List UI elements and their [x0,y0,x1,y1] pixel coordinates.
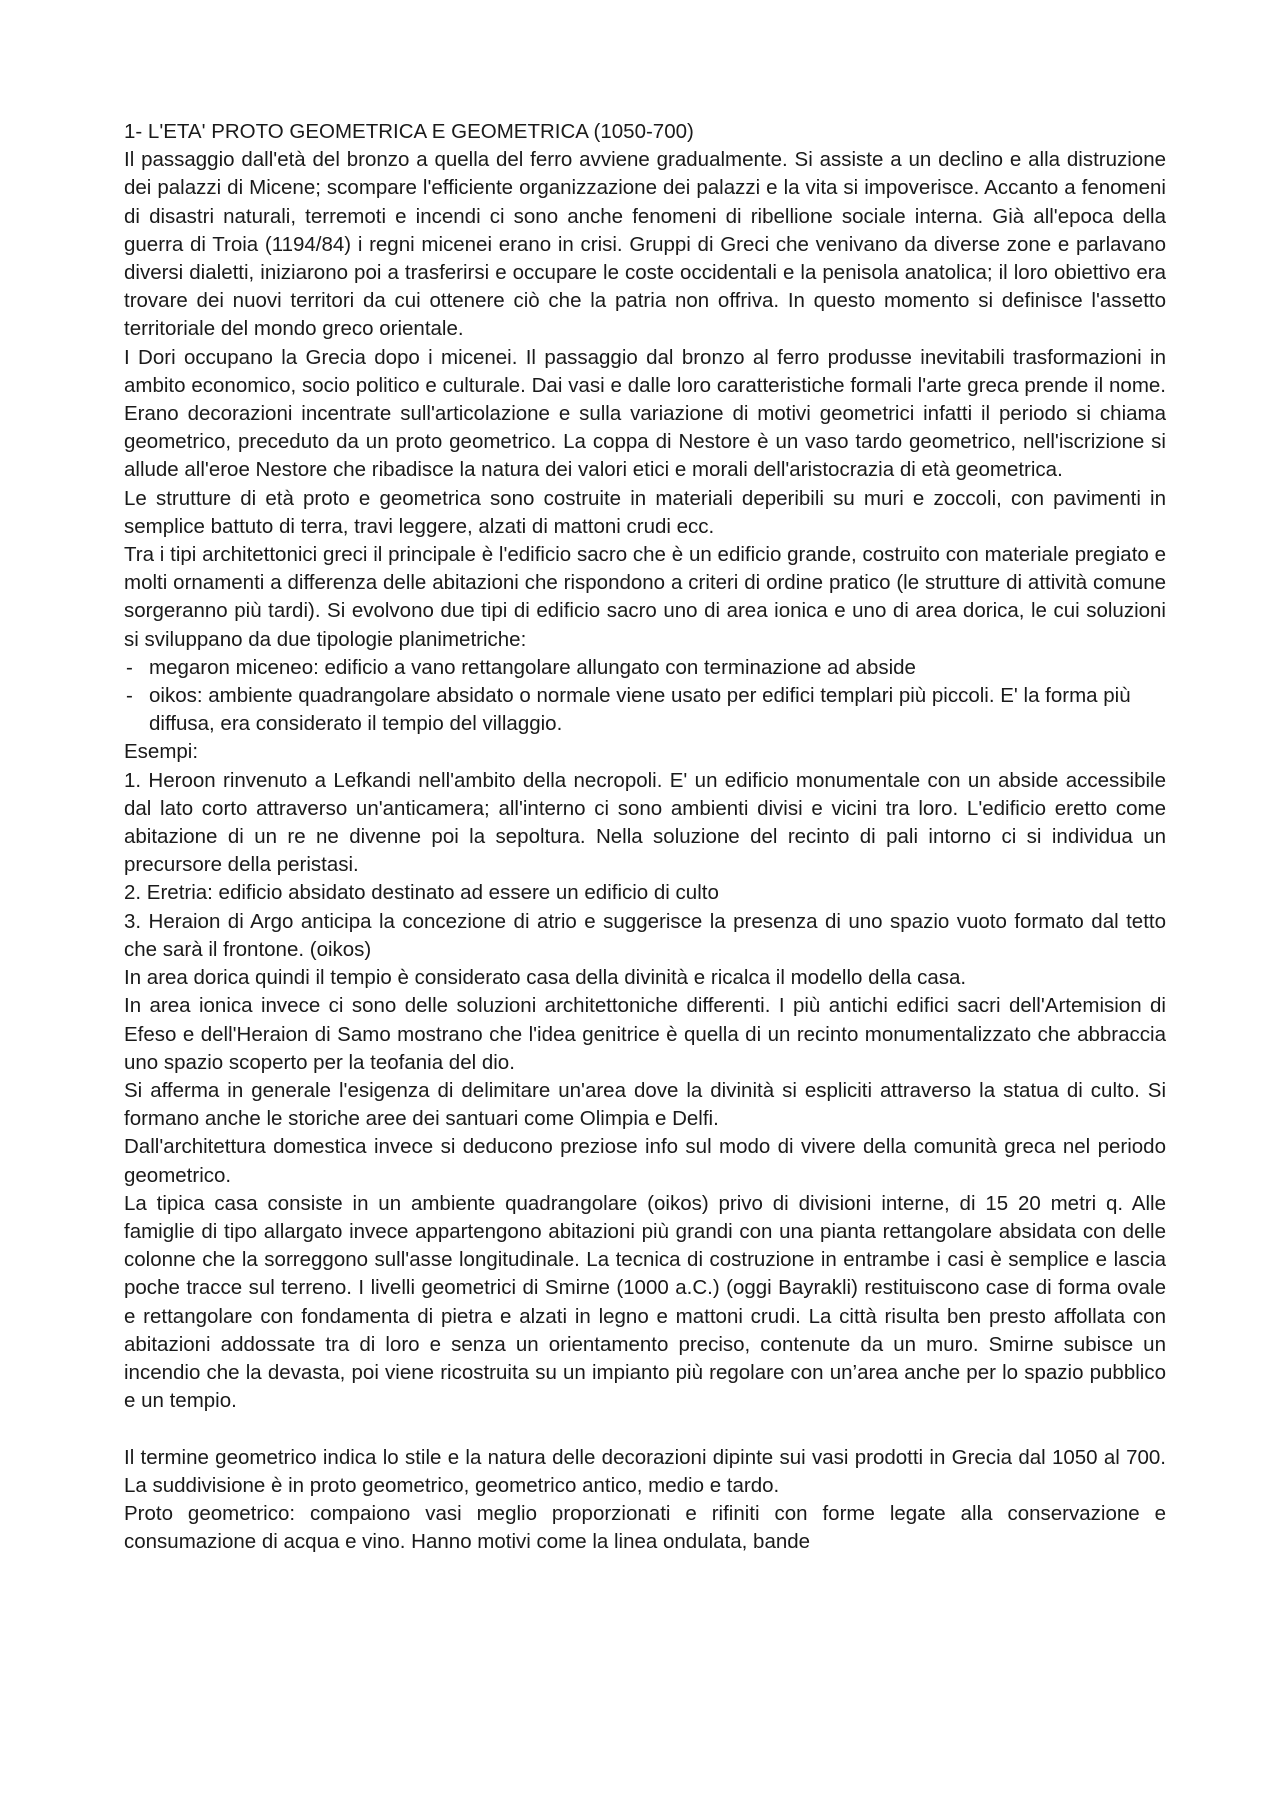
paragraph-proto-geometric: Proto geometrico: compaiono vasi meglio proporzionati e rifiniti con forme legate alla conservazione e consumazione di acqua e vino. Hanno motivi come la linea ondulata, bande [124,1501,1166,1554]
list-item-oikos: - oikos: ambiente quadrangolare absidato o normale viene usato per edifici templari più piccoli. E' la forma più diffusa, era considerato il tempio del villaggio. [124,682,1166,738]
paragraph-sacred-building: Tra i tipi architettonici greci il principale è l'edificio sacro che è un edificio grande, costruito con materiale pregiato e molti ornamenti a differenza delle abitazioni che rispondono a criteri di ordine pratico (le strutture di attività comune sorgeranno più tardi). Si evolvono due tipi di edificio sacro uno di area ionica e uno di area dorica, le cui soluzioni si sviluppano da due tipologie planimetriche: [124,543,1166,651]
example-argo: 3. Heraion di Argo anticipa la concezione di atrio e suggerisce la presenza di uno spazio vuoto formato dal tetto che sarà il frontone. (oikos) [124,909,1166,961]
paragraph-dorians: I Dori occupano la Grecia dopo i micenei. Il passaggio dal bronzo al ferro produsse inevitabili trasformazioni in ambito economico, socio politico e culturale. Dai vasi e dalle loro caratteristiche formali l'arte greca prende il nome. Erano decorazioni incentrate sull'articolazione e sulla variazione di motivi geometrici infatti il periodo si chiama geometrico, preceduto da un proto geometrico. La coppa di Nestore è un vaso tardo geometrico, nell'iscrizione si allude all'eroe Nestore che ribadisce la natura dei valori etici e morali dell'aristocrazia di età geometrica. [124,345,1166,482]
paragraph-domestic-architecture: Dall'architettura domestica invece si deducono preziose info sul modo di vivere della comunità greca nel periodo geometrico. [124,1135,1166,1187]
example-eretria: 2. Eretria: edificio absidato destinato ad essere un edificio di culto [124,881,719,905]
paragraph-doric-area: In area dorica quindi il tempio è considerato casa della divinità e ricalca il modello della casa. [124,966,967,990]
blank-line [124,1415,1166,1443]
document-title: 1- L'ETA' PROTO GEOMETRICA E GEOMETRICA (1050-700) [124,120,694,143]
paragraph-structures: Le strutture di età proto e geometrica sono costruite in materiali deperibili su muri e zoccoli, con pavimenti in semplice battuto di terra, travi leggere, alzati di mattoni crudi ecc. [124,486,1166,538]
examples-label: Esempi: [124,740,199,764]
example-lefkandi: 1. Heroon rinvenuto a Lefkandi nell'ambito della necropoli. E' un edificio monumentale con un abside accessibile dal lato corto attraverso un'anticamera; all'interno ci sono ambienti divisi e vicini tra loro. L'edificio eretto come abitazione di un re ne divenne poi la sepoltura. Nella soluzione del recinto di pali intorno ci si individua un precursore della peristasi. [124,768,1166,877]
paragraph-typical-house: La tipica casa consiste in un ambiente quadrangolare (oikos) privo di divisioni interne, di 15 20 metri q. Alle famiglie di tipo allargato invece appartengono abitazioni più grandi con una pianta rettangolare absidata con delle colonne che la sorreggono sull'asse longitudinale. La tecnica di costruzione in entrambe i casi è semplice e lascia poche tracce sul terreno. I livelli geometrici di Smirne (1000 a.C.) (oggi Bayrakli) restituiscono case di forma ovale e rettangolare con fondamenta di pietra e alzati in legno e mattoni crudi. La città risulta ben presto affollata con abitazioni addossate tra di loro e senza un orientamento preciso, contenute da un muro. Smirne subisce un incendio che la devasta, poi viene ricostruita su un impianto più regolare con un’area anche per lo spazio pubblico e un tempio. [124,1191,1166,1413]
paragraph-cult-statue: Si afferma in generale l'esigenza di delimitare un'area dove la divinità si espliciti attraverso la statua di culto. Si formano anche le storiche aree dei santuari come Olimpia e Delfi. [124,1078,1166,1131]
paragraph-geometric-term: Il termine geometrico indica lo stile e la natura delle decorazioni dipinte sui vasi prodotti in Grecia dal 1050 al 700. La suddivisione è in proto geometrico, geometrico antico, medio e tardo. [124,1445,1166,1497]
document-page [124,118,1166,1556]
building-types-list [124,654,1166,739]
paragraph-ionic-area: In area ionica invece ci sono delle soluzioni architettoniche differenti. I più antichi edifici sacri dell'Artemision di Efeso e dell'Heraion di Samo mostrano che l'idea genitrice è quella di un recinto monumentalizzato che abbraccia uno spazio scoperto per la teofania del dio. [124,994,1166,1074]
paragraph-end-bronze-age: Il passaggio dall'età del bronzo a quella del ferro avviene gradualmente. Si assiste a un declino e alla distruzione dei palazzi di Micene; scompare l'efficiente organizzazione dei palazzi e la vita si impoverisce. Accanto a fenomeni di disastri naturali, terremoti e incendi ci sono anche fenomeni di ribellione sociale interna. Già all'epoca della guerra di Troia (1194/84) i regni micenei erano in crisi. Gruppi di Greci che venivano da diverse zone e parlavano diversi dialetti, iniziarono poi a trasferirsi e occupare le coste occidentali e la penisola anatolica; il loro obiettivo era trovare dei nuovi territori da cui ottenere ciò che la patria non offriva. In questo momento si definisce l'assetto territoriale del mondo greco orientale. [124,148,1166,341]
list-item-megaron: - megaron miceneo: edificio a vano rettangolare allungato con terminazione ad abside [124,654,1166,682]
